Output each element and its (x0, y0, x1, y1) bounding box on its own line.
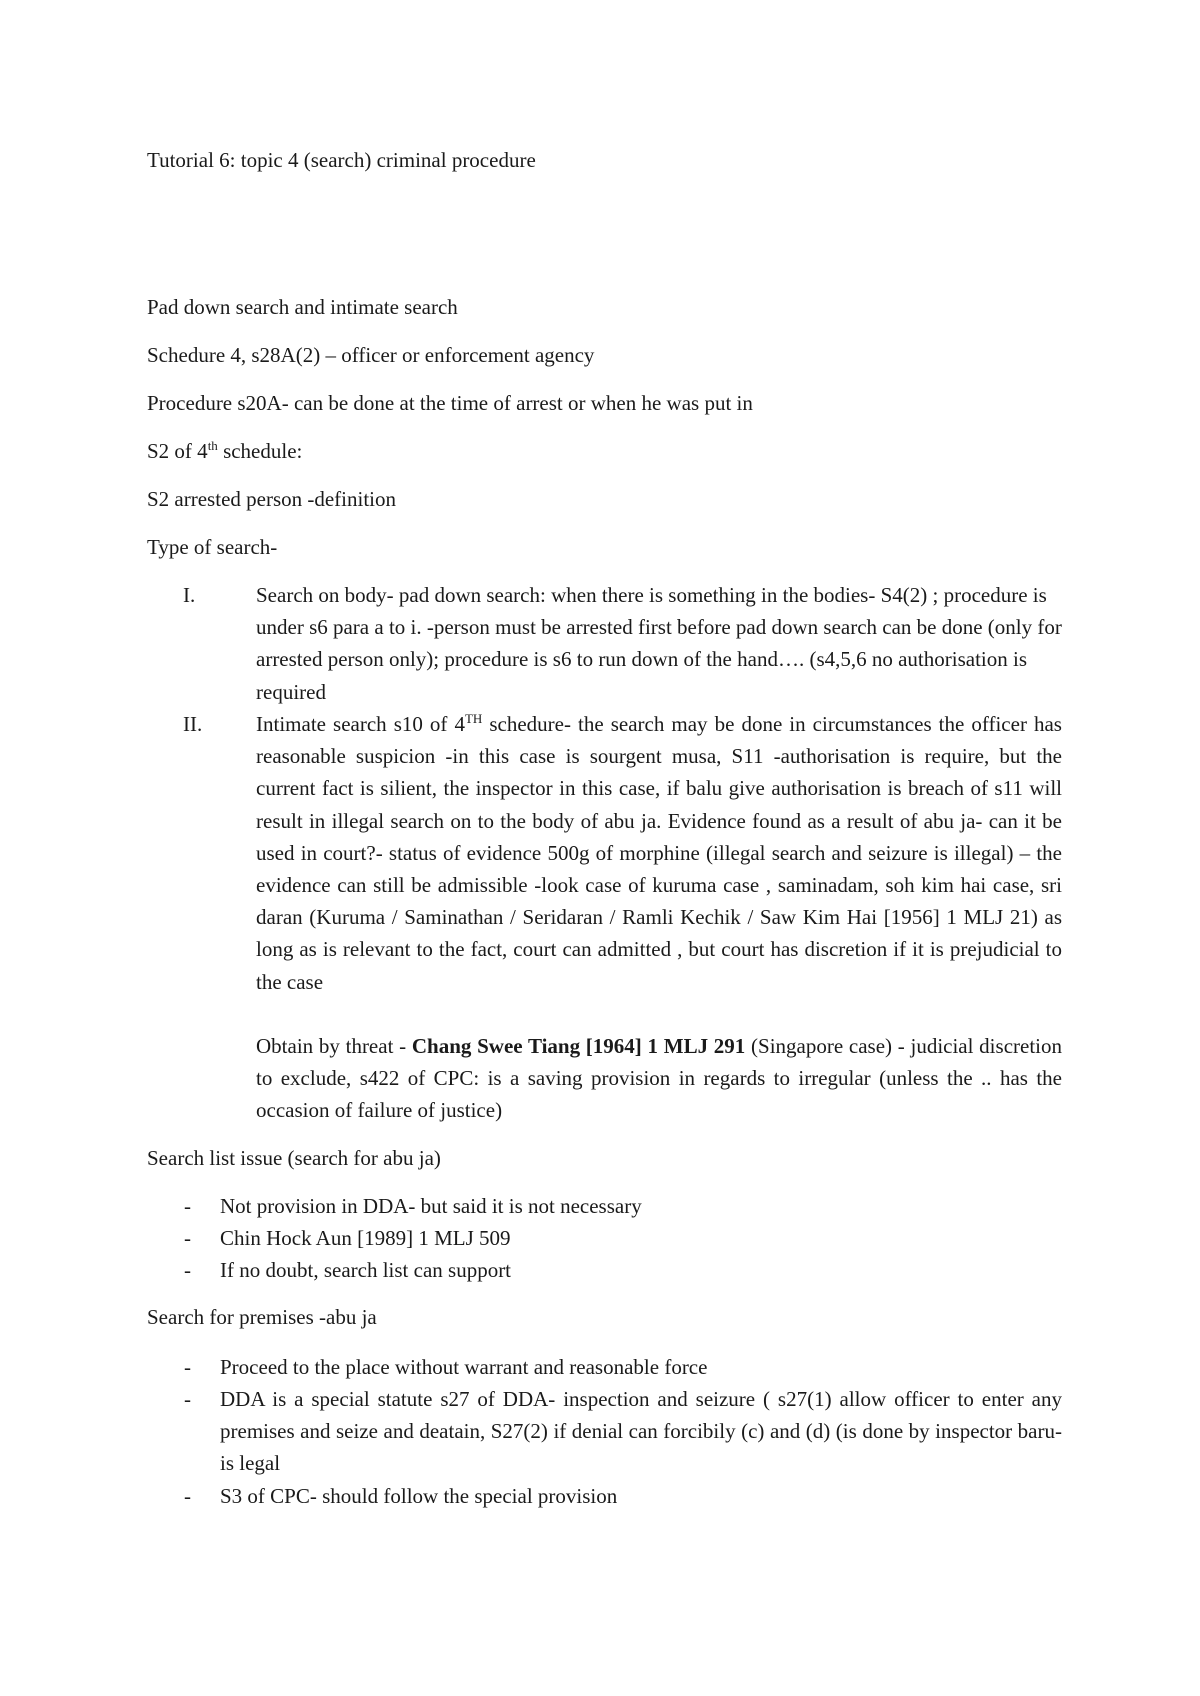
search-type-numeral: I. (183, 583, 196, 607)
s2-schedule-line: S2 of 4th schedule: (147, 438, 303, 463)
document-title: Tutorial 6: topic 4 (search) criminal procedure (147, 148, 536, 172)
s2-arrested-line: S2 arrested person -definition (147, 487, 397, 511)
list-item: Proceed to the place without warrant and reasonable force (220, 1355, 708, 1379)
bullet-dash: - (184, 1484, 191, 1508)
type-of-search-heading: Type of search- (147, 535, 278, 559)
pad-down-heading: Pad down search and intimate search (147, 295, 458, 319)
procedure-line: Procedure s20A- can be done at the time of arrest or when he was put in (147, 391, 753, 415)
case-citation: Chang Swee Tiang [1964] 1 MLJ 291 (411, 1034, 746, 1058)
bullet-dash: - (184, 1387, 191, 1411)
search-type-numeral: II. (183, 712, 203, 736)
premises-heading: Search for premises -abu ja (147, 1305, 377, 1329)
search-type-body-search: Search on body- pad down search: when there is something in the bodies- S4(2) ; procedure is under s6 para a to i. -person must be arrested first before pad down search can be done (only for arrested person only); procedure is s6 to run down of the hand…. (s4,5,6 no authorisation is required (256, 583, 1062, 704)
list-item: S3 of CPC- should follow the special provision (220, 1484, 618, 1508)
list-item: If no doubt, search list can support (220, 1258, 512, 1282)
search-list-heading: Search list issue (search for abu ja) (147, 1146, 441, 1170)
schedule-line: Schedure 4, s28A(2) – officer or enforcement agency (147, 343, 595, 367)
bullet-dash: - (184, 1355, 191, 1379)
obtain-by-threat-paragraph: Obtain by threat - Chang Swee Tiang [1964] 1 MLJ 291 (Singapore case) - judicial discretion to exclude, s422 of CPC: is a saving provision in regards to irregular (unless the .. has the occasion of failure of justice) (256, 1034, 1062, 1123)
list-item: DDA is a special statute s27 of DDA- inspection and seizure ( s27(1) allow officer to enter any premises and seize and deatain, S27(2) if denial can forcibily (c) and (d) (is done by inspector baru- is legal (220, 1387, 1062, 1476)
bullet-dash: - (184, 1258, 191, 1282)
list-item: Not provision in DDA- but said it is not necessary (220, 1194, 642, 1218)
bullet-dash: - (184, 1194, 191, 1218)
list-item: Chin Hock Aun [1989] 1 MLJ 509 (220, 1226, 511, 1250)
bullet-dash: - (184, 1226, 191, 1250)
search-type-intimate-search: Intimate search s10 of 4TH schedure- the search may be done in circumstances the officer has reasonable suspicion -in this case is sourgent musa, S11 -authorisation is require, but the current fact is silient, the inspector in this case, if balu give authorisation is breach of s11 will result in illegal search on to the body of abu ja. Evidence found as a result of abu ja- can it be used in court?- status of evidence 500g of morphine (illegal search and seizure is illegal) – the evidence can still be admissible -look case of kuruma case , saminadam, soh kim hai case, sri daran (Kuruma / Saminathan / Seridaran / Ramli Kechik / Saw Kim Hai [1956] 1 MLJ 21) as long as is relevant to the fact, court can admitted , but court has discretion if it is prejudicial to the case (256, 711, 1062, 994)
